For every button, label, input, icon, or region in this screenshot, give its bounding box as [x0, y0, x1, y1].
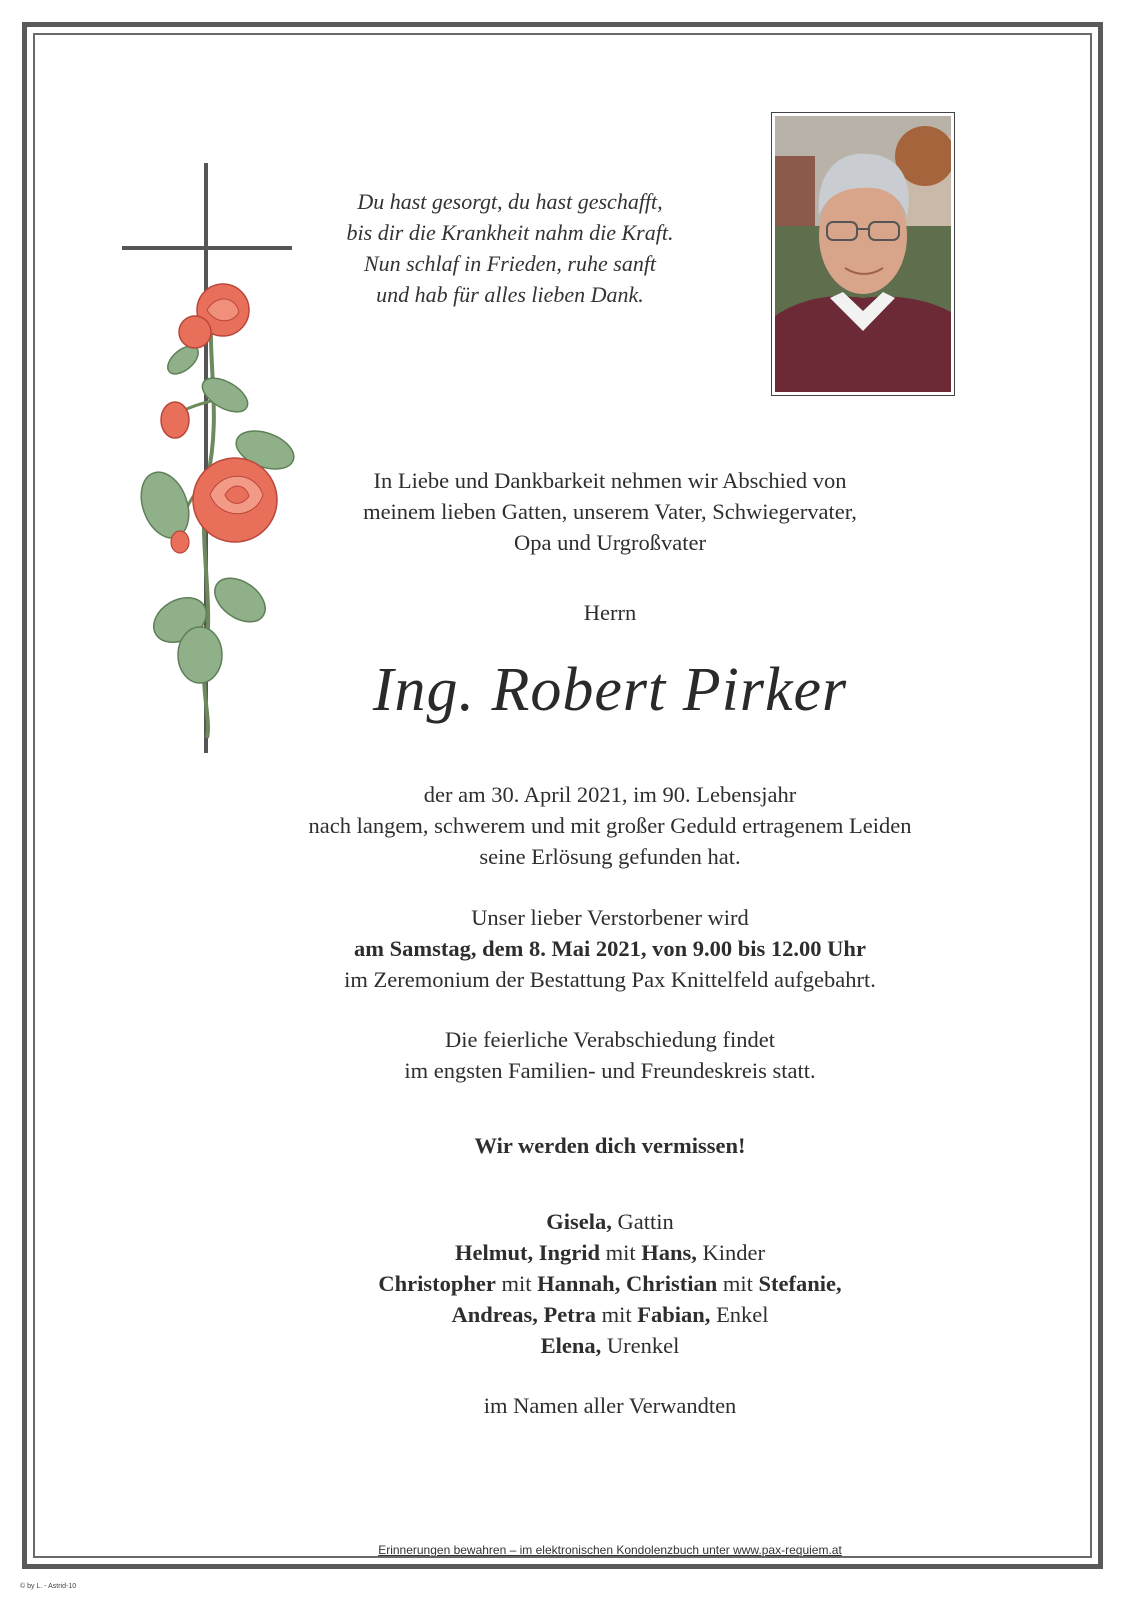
mourner-line — [200, 1299, 1020, 1330]
death-info — [200, 779, 1020, 872]
viewing-location: im Zeremonium der Bestattung Pax Knittelfeld aufgebahrt. — [344, 967, 876, 992]
poem-line: bis dir die Krankheit nahm die Kraft. — [346, 220, 674, 245]
mourner-line — [200, 1330, 1020, 1361]
footer-link-text[interactable]: Erinnerungen bewahren – im elektronischen Kondolenzbuch unter www.pax-requiem.at — [378, 1543, 842, 1557]
viewing-info — [200, 902, 1020, 995]
viewing-line-1: Unser lieber Verstorbener wird — [471, 905, 749, 930]
intro-line: meinem lieben Gatten, unserem Vater, Schwiegervater, — [363, 499, 857, 524]
mourner-name: Stefanie, — [758, 1271, 842, 1296]
mourner-line — [200, 1206, 1020, 1237]
deceased-name: Ing. Robert Pirker — [372, 656, 848, 724]
viewing-date: am Samstag, dem 8. Mai 2021, von 9.00 bis 12.00 Uhr — [354, 936, 866, 961]
mourners-list — [200, 1206, 1020, 1361]
poem-line: Du hast gesorgt, du hast geschafft, — [357, 189, 663, 214]
farewell-line: im engsten Familien- und Freundeskreis statt. — [404, 1058, 816, 1083]
copyright-note: © by L. - Astrid-10 — [20, 1583, 77, 1590]
mourner-connector: mit — [495, 1271, 538, 1296]
mourner-name: Elena, — [540, 1333, 602, 1358]
mourner-line — [200, 1268, 1020, 1299]
mourner-connector: mit — [717, 1271, 759, 1296]
mourner-name: Helmut, Ingrid — [454, 1240, 600, 1265]
poem-line: Nun schlaf in Frieden, ruhe sanft — [363, 251, 657, 276]
closing-phrase: Wir werden dich vermissen! — [474, 1133, 746, 1158]
mourner-name: Hannah, Christian — [537, 1271, 718, 1296]
cross-horizontal-beam — [122, 246, 292, 250]
death-info-line: nach langem, schwerem und mit großer Geduld ertragenem Leiden — [308, 813, 912, 838]
footer-note[interactable] — [250, 1543, 970, 1557]
poem-line: und hab für alles lieben Dank. — [376, 282, 644, 307]
mourner-name: Gisela, — [546, 1209, 612, 1234]
salutation: Herrn — [583, 600, 637, 625]
death-info-line: der am 30. April 2021, im 90. Lebensjahr — [423, 782, 797, 807]
mourner-relation: Urenkel — [601, 1333, 680, 1358]
intro-line: In Liebe und Dankbarkeit nehmen wir Abschied von — [373, 468, 847, 493]
mourner-relation: Kinder — [696, 1240, 766, 1265]
farewell-line: Die feierliche Verabschiedung findet — [444, 1027, 776, 1052]
mourner-name: Fabian, — [637, 1302, 711, 1327]
portrait-photo — [771, 112, 955, 396]
death-info-line: seine Erlösung gefunden hat. — [479, 844, 741, 869]
mourner-line — [200, 1237, 1020, 1268]
relatives-line: im Namen aller Verwandten — [483, 1393, 737, 1418]
mourner-connector: mit — [599, 1240, 642, 1265]
mourner-connector: mit — [596, 1302, 638, 1327]
mourner-relation: Enkel — [710, 1302, 769, 1327]
mourner-relation: Gattin — [611, 1209, 674, 1234]
intro-text — [200, 465, 1020, 558]
intro-line: Opa und Urgroßvater — [513, 530, 707, 555]
farewell-info — [200, 1024, 1020, 1086]
mourner-name: Christopher — [378, 1271, 496, 1296]
poem — [300, 186, 720, 310]
mourner-name: Hans, — [641, 1240, 697, 1265]
mourner-name: Andreas, Petra — [451, 1302, 597, 1327]
